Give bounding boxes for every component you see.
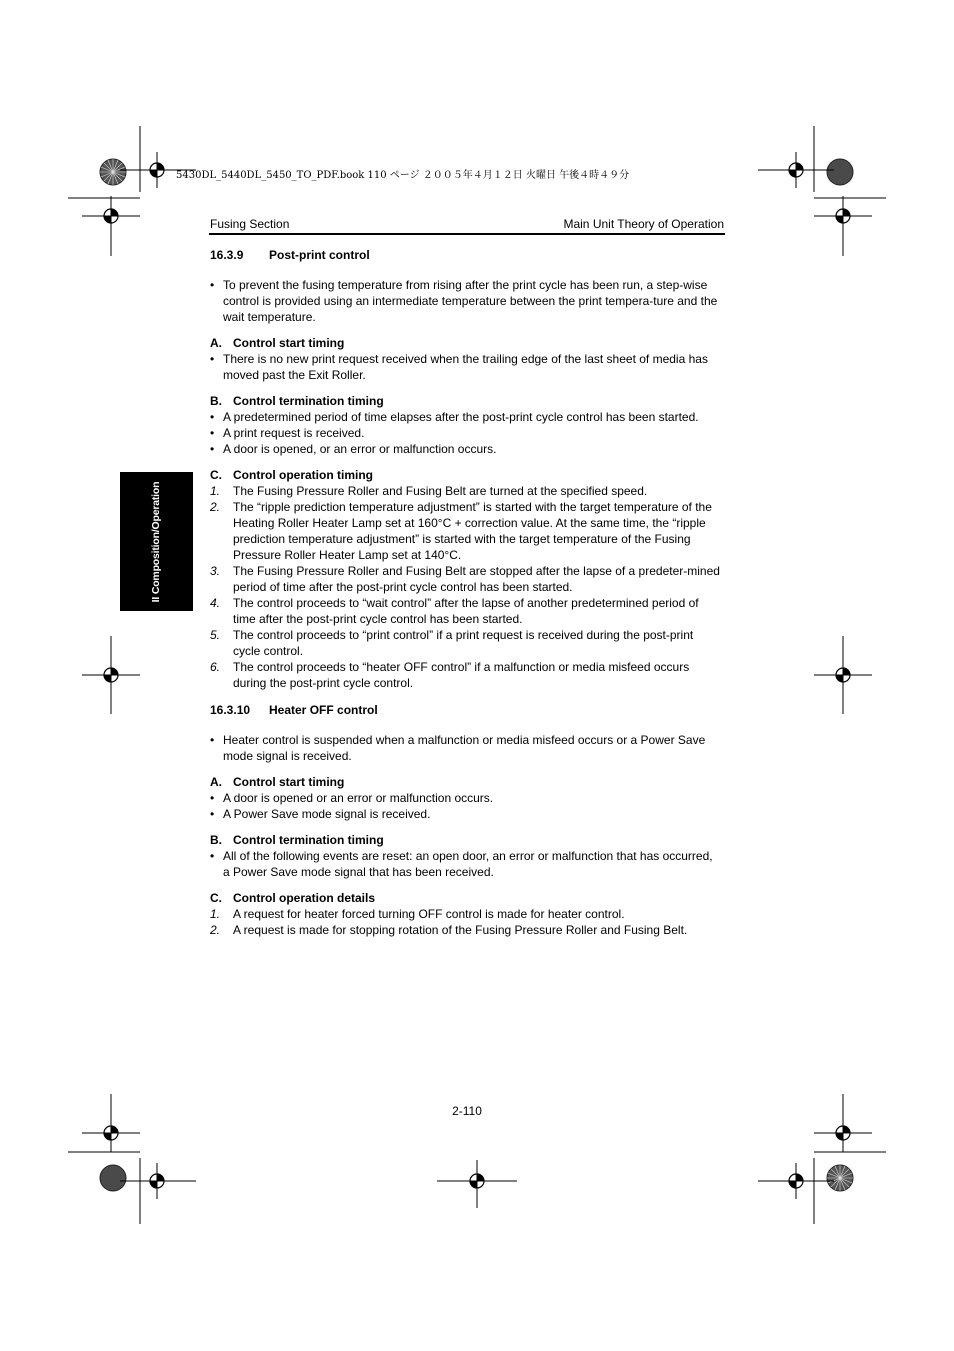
list-item: • There is no new print request received when the trailing edge of the last sheet of media has moved past the Exit Roller. [210,351,722,383]
side-tab-label: II Composition/Operation [150,481,162,603]
numbered-step: 6. The control proceeds to “heater OFF control” if a malfunction or media misfeed occurs during the post-print cycle control. [210,660,690,690]
numbered-step: 3. The Fusing Pressure Roller and Fusing Belt are stopped after the lapse of a predeter-mined period of time after the post-print cycle control has been started. [210,564,720,594]
subheading-control-start-timing: A. Control start timing [210,336,345,350]
list-item: • A predetermined period of time elapses after the post-print cycle control has been started. [210,409,722,425]
numbered-step: 2. The “ripple prediction temperature adjustment” is started with the target temperature of the Heating Roller Heater Lamp set at 160°C + correction value. At the same time, the “ripple prediction temperature adjustment” is started with the target temperature of the Fusing Pressure Roller Heater Lamp set at 140°C. [210,500,712,562]
section-title: Heater OFF control [269,703,378,717]
subheading-control-termination-timing: B. Control termination timing [210,394,384,408]
section-number: 16.3.9 [210,248,244,262]
header-section-name: Fusing Section [210,217,290,231]
subheading-control-operation-details: C. Control operation details [210,891,376,905]
page-content [210,247,722,938]
list-item: • To prevent the fusing temperature from rising after the print cycle has been run, a step-wise control is provided using an intermediate temperature between the print tempera-ture and the wait temperature. [210,277,722,325]
numbered-step: 1. The Fusing Pressure Roller and Fusing Belt are turned at the specified speed. [210,484,648,498]
side-tab [120,472,193,611]
section-heading-post-print [210,247,722,263]
subheading-control-operation-timing: C. Control operation timing [210,468,373,482]
list-item: • All of the following events are reset: an open door, an error or malfunction that has occurred, a Power Save mode signal that has been received. [210,848,722,880]
print-info-line: 5430DL_5440DL_5450_TO_PDF.book 110 ページ ２００５年４月１２日 火曜日 午後４時４９分 [176,170,630,181]
list-item: • A Power Save mode signal is received. [210,806,722,822]
header-chapter-name: Main Unit Theory of Operation [563,217,724,231]
registration-disc-bottom-left [100,1165,126,1191]
list-item: • A door is opened, or an error or malfunction occurs. [210,441,722,457]
section-heading-heater-off [210,702,722,718]
numbered-step: 1. A request for heater forced turning OFF control is made for heater control. [210,907,625,921]
header-rule [209,233,725,235]
subheading-control-termination-timing: B. Control termination timing [210,833,384,847]
registration-star-top-left [100,159,126,185]
registration-star-bottom-right [827,1165,853,1191]
section-title: Post-print control [269,248,370,262]
numbered-step: 4. The control proceeds to “wait control” after the lapse of another predetermined period of time after the post-print cycle control has been started. [210,596,699,626]
registration-disc-top-right [827,159,853,185]
page-number: 2-110 [452,1104,482,1118]
numbered-step: 2. A request is made for stopping rotation of the Fusing Pressure Roller and Fusing Belt. [210,923,688,937]
section-number: 16.3.10 [210,703,251,717]
subheading-control-start-timing: A. Control start timing [210,775,345,789]
list-item: • A print request is received. [210,425,722,441]
list-item: • Heater control is suspended when a malfunction or media misfeed occurs or a Power Save mode signal is received. [210,732,722,764]
numbered-step: 5. The control proceeds to “print control” if a print request is received during the post-print cycle control. [210,628,694,658]
list-item: • A door is opened or an error or malfunction occurs. [210,790,722,806]
